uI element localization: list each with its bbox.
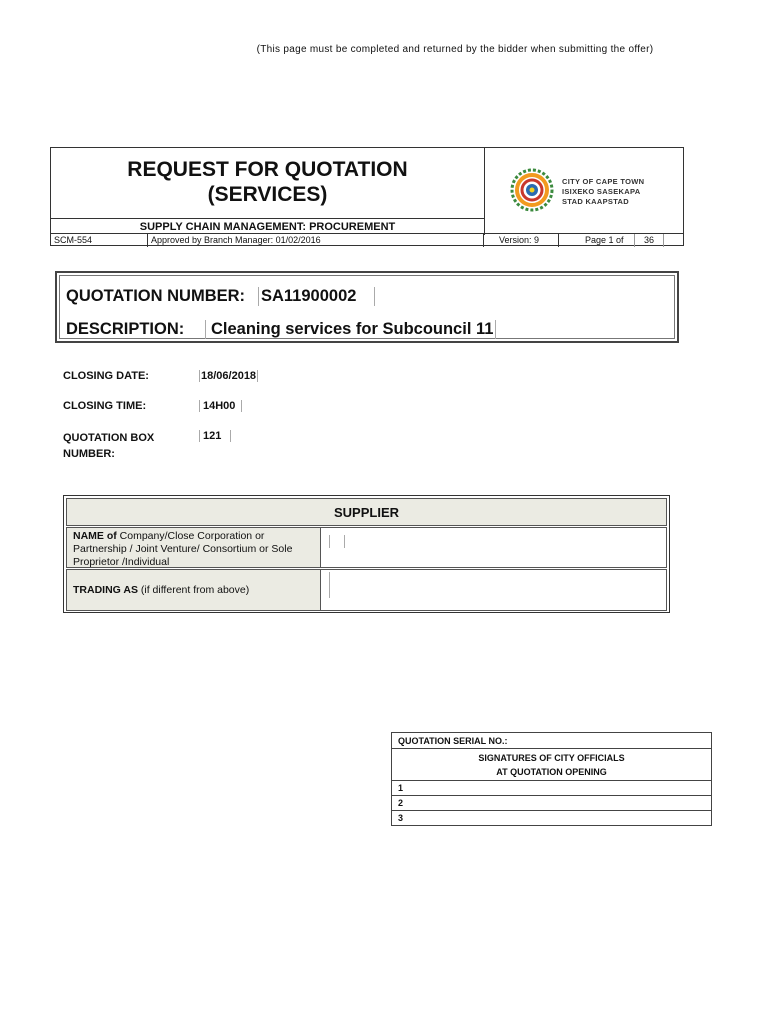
quotation-box <box>55 271 679 343</box>
supplier-heading: SUPPLIER <box>66 498 667 526</box>
city-name-af: STAD KAAPSTAD <box>562 197 629 206</box>
page-total-field: 36 <box>634 234 664 247</box>
title-cell <box>51 148 485 218</box>
quotation-box-label <box>63 430 154 462</box>
quotation-box-inner <box>59 275 675 339</box>
city-logo <box>484 148 684 233</box>
signatures-heading <box>392 749 711 781</box>
department-subtitle: SUPPLY CHAIN MANAGEMENT: PROCUREMENT <box>51 218 485 235</box>
signatures-heading-line1: SIGNATURES OF CITY OFFICIALS <box>478 753 625 763</box>
version-info: Version: 9 <box>484 234 559 247</box>
signature-row-1[interactable]: 1 <box>392 781 711 796</box>
approval-info: Approved by Branch Manager: 01/02/2016 <box>148 234 484 247</box>
city-seal-icon <box>510 168 554 212</box>
trading-as-row <box>66 569 667 611</box>
page-label: Page 1 of <box>585 235 624 245</box>
quotation-number-field[interactable]: SA11900002 <box>258 287 375 306</box>
closing-time-label: CLOSING TIME: <box>63 400 147 412</box>
submission-note: (This page must be completed and returned by the bidder when submitting the offer) <box>256 44 654 55</box>
document-meta-row <box>51 233 683 247</box>
serial-number-row: QUOTATION SERIAL NO.: <box>392 733 711 749</box>
closing-date-label: CLOSING DATE: <box>63 370 149 382</box>
closing-time-field[interactable]: 14H00 <box>199 400 242 412</box>
trading-as-label <box>67 570 321 610</box>
trading-as-label-rest: (if different from above) <box>137 584 250 596</box>
document-title: REQUEST FOR QUOTATION <box>127 158 408 181</box>
supplier-name-label <box>67 528 321 567</box>
city-name-en: CITY OF CAPE TOWN <box>562 177 645 186</box>
supplier-name-label-bold: NAME of <box>73 530 117 542</box>
supplier-name-label-rest: Company/Close Corporation or Partnership / Joint Venture/ Consortium or Sole Proprietor /Individual <box>73 530 293 568</box>
signature-row-2[interactable]: 2 <box>392 796 711 811</box>
quotation-number-label: QUOTATION NUMBER: <box>66 287 246 305</box>
supplier-name-field[interactable] <box>329 535 345 548</box>
signature-row-3[interactable]: 3 <box>398 813 404 823</box>
signatures-heading-line2: AT QUOTATION OPENING <box>496 767 607 777</box>
trading-as-field[interactable] <box>329 572 344 598</box>
city-name-xh: ISIXEKO SASEKAPA <box>562 187 641 196</box>
trading-as-label-bold: TRADING AS <box>73 584 138 596</box>
document-subtitle-services: (SERVICES) <box>207 183 328 206</box>
closing-date-field[interactable]: 18/06/2018 <box>201 370 257 382</box>
form-code: SCM-554 <box>51 234 148 247</box>
quotation-serial-table <box>391 732 712 826</box>
quotation-box-label-line1: QUOTATION BOX <box>63 432 155 444</box>
document-header <box>50 147 684 246</box>
supplier-table <box>63 495 670 613</box>
supplier-name-row <box>66 527 667 568</box>
quotation-box-field[interactable]: 121 <box>199 430 231 442</box>
quotation-box-label-line2: NUMBER: <box>63 448 115 460</box>
description-label: DESCRIPTION: <box>66 320 185 338</box>
description-field[interactable]: Cleaning services for Subcouncil 11 <box>205 320 496 339</box>
city-name-text <box>562 177 644 207</box>
